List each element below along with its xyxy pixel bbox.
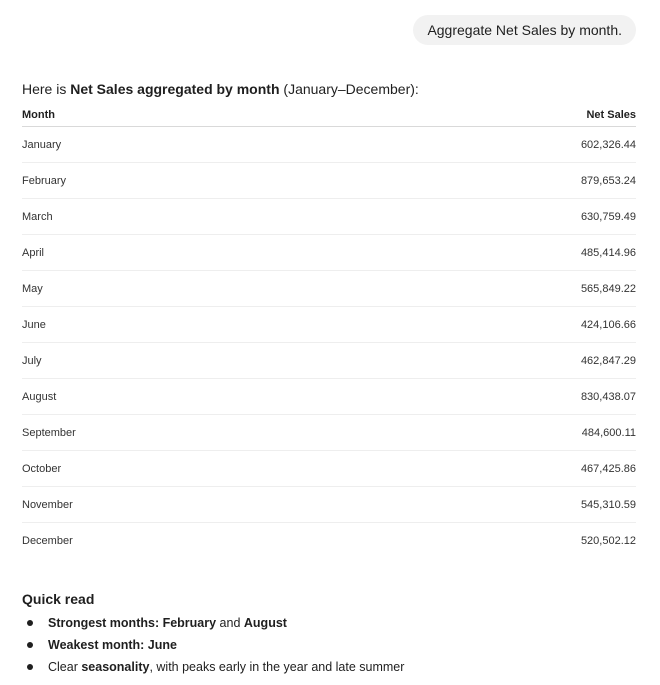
net-sales-cell: 565,849.22 — [325, 271, 636, 307]
table-row — [22, 307, 636, 343]
column-header-month: Month — [22, 104, 325, 127]
table-row — [22, 343, 636, 379]
month-cell: July — [22, 343, 325, 379]
table-row — [22, 379, 636, 415]
net-sales-cell: 879,653.24 — [325, 163, 636, 199]
column-header-net-sales: Net Sales — [325, 104, 636, 127]
net-sales-cell: 830,438.07 — [325, 379, 636, 415]
net-sales-cell: 520,502.12 — [580, 534, 636, 547]
table-row — [22, 199, 636, 235]
response-intro: Here is Net Sales aggregated by month (January–December): — [22, 81, 419, 97]
month-cell: February — [22, 163, 325, 199]
table-row — [22, 451, 636, 487]
month-cell: March — [22, 199, 325, 235]
net-sales-cell: 485,414.96 — [325, 235, 636, 271]
net-sales-cell: 545,310.59 — [325, 487, 636, 523]
table-row — [22, 415, 636, 451]
net-sales-cell: 484,600.11 — [325, 415, 636, 451]
quick-read-list — [22, 612, 636, 678]
net-sales-cell: 462,847.29 — [325, 343, 636, 379]
month-cell: November — [22, 487, 325, 523]
net-sales-cell: 630,759.49 — [325, 199, 636, 235]
list-item: Strongest months: February and August — [22, 612, 636, 634]
month-cell: May — [22, 271, 325, 307]
bullet-icon — [27, 664, 33, 670]
bullet-icon — [27, 620, 33, 626]
table-row — [22, 235, 636, 271]
net-sales-table — [22, 104, 636, 558]
net-sales-cell: 602,326.44 — [325, 127, 636, 163]
table-row — [22, 523, 636, 559]
list-item: Weakest month: June — [22, 634, 636, 656]
table-row — [22, 127, 636, 163]
table-header-row — [22, 104, 636, 127]
user-message-bubble: Aggregate Net Sales by month. — [413, 15, 636, 45]
month-cell: September — [22, 415, 325, 451]
month-cell: January — [22, 127, 325, 163]
quick-read-section — [22, 590, 636, 678]
month-cell: August — [22, 379, 325, 415]
month-cell: December — [22, 534, 73, 547]
table-row — [22, 271, 636, 307]
table-row — [22, 487, 636, 523]
net-sales-cell: 467,425.86 — [325, 451, 636, 487]
table-row — [22, 163, 636, 199]
month-cell: April — [22, 235, 325, 271]
net-sales-cell: 424,106.66 — [325, 307, 636, 343]
quick-read-title: Quick read — [22, 591, 95, 607]
month-cell: June — [22, 307, 325, 343]
assistant-response — [22, 80, 636, 558]
list-item: Clear seasonality, with peaks early in the year and late summer — [22, 656, 636, 678]
month-cell: October — [22, 451, 325, 487]
bullet-icon — [27, 642, 33, 648]
